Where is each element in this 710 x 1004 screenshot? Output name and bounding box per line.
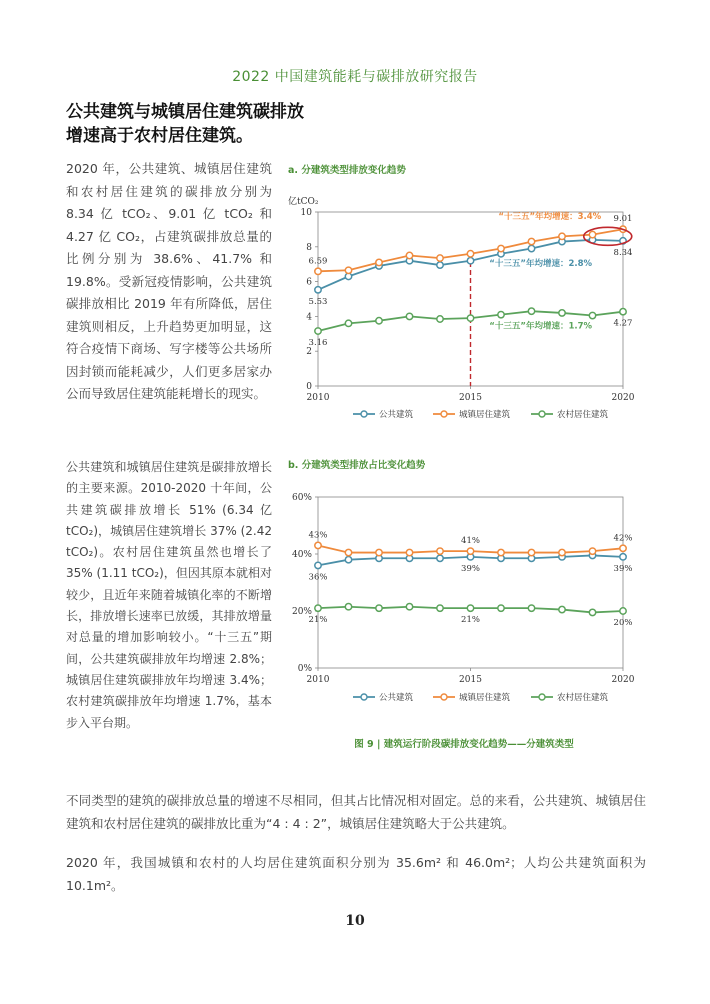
y-tick-label: 60% xyxy=(291,493,312,503)
data-point xyxy=(345,549,351,555)
data-point xyxy=(376,259,382,265)
y-tick-label: 40% xyxy=(291,550,312,560)
data-point xyxy=(345,604,351,610)
data-point xyxy=(528,549,534,555)
y-tick-label: 6 xyxy=(306,277,312,288)
data-point xyxy=(315,328,321,334)
data-point xyxy=(437,255,443,261)
paragraph-ratio: 不同类型的建筑的碳排放总量的增速不尽相同，但其占比情况相对固定。总的来看，公共建筑、城镇居住建筑和农村居住建筑的碳排放比重为“4 : 4 : 2”，城镇居住建筑略大于公共建筑。 xyxy=(66,793,646,831)
plot-frame xyxy=(318,497,623,668)
data-point xyxy=(437,605,443,611)
legend-marker xyxy=(361,411,367,417)
data-label: 20% xyxy=(613,618,633,628)
data-label: 4.27 xyxy=(613,318,633,329)
data-point xyxy=(376,605,382,611)
data-point xyxy=(467,251,473,257)
data-point xyxy=(437,555,443,561)
data-point xyxy=(620,545,626,551)
data-point xyxy=(528,238,534,244)
data-point xyxy=(589,548,595,554)
chart-b-share-trend xyxy=(278,472,638,727)
data-point xyxy=(528,308,534,314)
data-point xyxy=(376,549,382,555)
data-point xyxy=(345,320,351,326)
y-tick-label: 10 xyxy=(300,208,312,218)
section-headline: 公共建筑与城镇居住建筑碳排放增速高于农村居住建筑。 xyxy=(66,102,304,146)
y-tick-label: 2 xyxy=(306,347,312,358)
data-point xyxy=(406,549,412,555)
data-label: 8.34 xyxy=(613,247,633,258)
data-point xyxy=(559,549,565,555)
data-point xyxy=(345,267,351,273)
data-point xyxy=(528,245,534,251)
growth-annotation: “十三五”年均增速：1.7% xyxy=(489,321,593,332)
data-point xyxy=(498,245,504,251)
growth-annotation: “十三五”年均增速：2.8% xyxy=(489,258,593,269)
data-point xyxy=(315,562,321,568)
x-tick-label: 2015 xyxy=(459,393,482,403)
x-tick-label: 2015 xyxy=(459,675,482,685)
data-point xyxy=(498,549,504,555)
data-point xyxy=(467,315,473,321)
data-label: 5.53 xyxy=(308,296,328,307)
figure-caption: 图 9 | 建筑运行阶段碳排放变化趋势——分建筑类型 xyxy=(354,739,574,750)
data-label: 21% xyxy=(461,615,480,626)
data-point xyxy=(437,316,443,322)
x-tick-label: 2010 xyxy=(306,393,330,403)
data-point xyxy=(315,287,321,293)
data-point xyxy=(589,231,595,237)
paragraph-emissions-2020: 2020 年，公共建筑、城镇居住建筑和农村居住建筑的碳排放分别为 8.34 亿 tCO₂、9.01 亿 tCO₂ 和 4.27 亿 CO₂，占建筑碳排放总量的比例分别为 38.6%、41.7% 和 19.8%。受新冠疫情影响，公共建筑碳排放相比 2019 年有所降低，居住建筑则相反，上升趋势更加明显，这符合疫情下商场、写字楼等公共场所因封锁而能耗减少，人们更多居家办公而导致居住建筑能耗增长的现实。 xyxy=(66,161,272,401)
data-label: 36% xyxy=(308,572,328,583)
legend-marker xyxy=(539,411,545,417)
paragraph-growth-sources: 公共建筑和城镇居住建筑是碳排放增长的主要来源。2010-2020 十年间，公共建筑碳排放增长 51% (6.34 亿 tCO₂)，城镇居住建筑增长 37% (2.42 tCO₂)。农村居住建筑虽然也增长了 35% (1.11 tCO₂)，但因其原本就相对较少，且近年来随着城镇化率的不断增长，排放增长速率已放缓，其排放增量对总量的增加影响较小。“十三五”期间，公共建筑碳排放年均增速 2.8%；城镇居住建筑碳排放年均增速 3.4%；农村建筑碳排放年均增速 1.7%，基本步入平台期。 xyxy=(66,460,272,730)
data-point xyxy=(376,318,382,324)
data-label: 42% xyxy=(613,533,633,544)
data-label: 39% xyxy=(461,563,480,574)
y-axis-label: 亿tCO₂ xyxy=(288,197,319,207)
data-label: 43% xyxy=(308,530,328,541)
chart-a-title: a. 分建筑类型排放变化趋势 xyxy=(288,165,406,176)
data-point xyxy=(559,233,565,239)
y-tick-label: 20% xyxy=(291,607,312,617)
data-point xyxy=(315,268,321,274)
data-point xyxy=(559,310,565,316)
x-tick-label: 2020 xyxy=(611,675,635,685)
y-tick-label: 4 xyxy=(306,312,312,323)
data-point xyxy=(589,609,595,615)
chart-b-title: b. 分建筑类型排放占比变化趋势 xyxy=(288,460,426,471)
data-point xyxy=(437,262,443,268)
data-point xyxy=(528,605,534,611)
paragraph-per-capita-area: 2020 年，我国城镇和农村的人均居住建筑面积分别为 35.6m² 和 46.0m²；人均公共建筑面积为 10.1m²。 xyxy=(66,855,646,893)
data-point xyxy=(620,608,626,614)
data-label: 6.59 xyxy=(308,256,328,267)
page-number: 10 xyxy=(345,913,365,929)
data-label: 21% xyxy=(308,615,328,626)
data-point xyxy=(620,309,626,315)
data-point xyxy=(467,548,473,554)
y-tick-label: 0% xyxy=(297,664,312,674)
legend-marker xyxy=(441,411,447,417)
data-point xyxy=(406,604,412,610)
data-label: 41% xyxy=(461,536,480,547)
legend-label: 城镇居住建筑 xyxy=(459,410,511,420)
legend-marker xyxy=(539,694,545,700)
y-tick-label: 8 xyxy=(306,242,312,253)
data-point xyxy=(467,605,473,611)
data-point xyxy=(589,312,595,318)
data-label: 3.16 xyxy=(308,338,328,349)
data-point xyxy=(498,605,504,611)
data-point xyxy=(559,606,565,612)
legend-label: 农村居住建筑 xyxy=(557,410,609,420)
data-label: 9.01 xyxy=(613,214,633,225)
y-tick-label: 0 xyxy=(306,382,312,392)
data-point xyxy=(620,554,626,560)
chart-a-emissions-trend xyxy=(278,176,638,431)
growth-annotation: “十三五”年均增速：3.4% xyxy=(498,211,602,222)
data-point xyxy=(345,557,351,563)
data-point xyxy=(315,542,321,548)
legend-label: 公共建筑 xyxy=(379,693,414,703)
data-point xyxy=(437,548,443,554)
data-label: 39% xyxy=(613,563,633,574)
legend-label: 城镇居住建筑 xyxy=(459,693,511,703)
x-tick-label: 2010 xyxy=(306,675,330,685)
x-tick-label: 2020 xyxy=(611,393,635,403)
legend-label: 公共建筑 xyxy=(379,410,414,420)
data-point xyxy=(406,252,412,258)
data-point xyxy=(406,313,412,319)
data-point xyxy=(498,311,504,317)
legend-label: 农村居住建筑 xyxy=(557,693,609,703)
data-point xyxy=(467,258,473,264)
data-point xyxy=(315,605,321,611)
legend-marker xyxy=(361,694,367,700)
legend-marker xyxy=(441,694,447,700)
report-header: 2022 中国建筑能耗与碳排放研究报告 xyxy=(232,69,478,85)
